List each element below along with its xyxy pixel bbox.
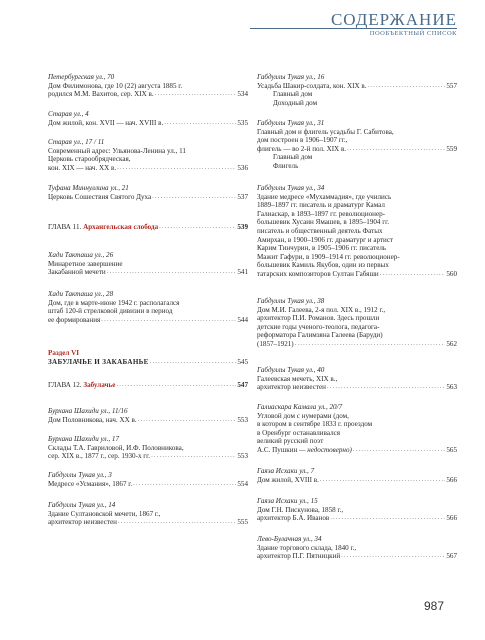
entry-text: Дом жилой, XVIII в. — [257, 475, 319, 484]
chapter-link[interactable]: Забулачье — [83, 381, 116, 389]
sub-item: Флигель — [273, 161, 299, 170]
entry-text: архитектор Б.А. Иванов — [257, 514, 330, 523]
chapter-prefix: ГЛАВА 12. — [48, 381, 82, 389]
entry-text: в Оренбург останавливался — [257, 428, 341, 437]
street-address: Габдуллы Тукая ул., 40 — [257, 366, 325, 374]
street-address: Габдуллы Тукая ул., 31 — [257, 119, 325, 127]
entry-text: Медресе «Усмания», 1867 г. — [48, 479, 133, 488]
page-ref[interactable]: 563 — [446, 383, 457, 392]
page-header — [250, 10, 457, 50]
page-ref[interactable]: 553 — [237, 452, 248, 461]
page-ref[interactable]: 554 — [237, 479, 248, 488]
toc-entry[interactable] — [48, 73, 248, 99]
entry-text: Галиаскар, в 1893–1897 гг. революционер- — [257, 209, 386, 218]
toc-entry[interactable] — [48, 501, 248, 527]
page-ref[interactable]: 562 — [446, 339, 457, 348]
leader-dots — [164, 119, 236, 128]
entry-text: великий русский поэт — [257, 437, 324, 446]
entry-text: в котором в сентябре 1833 г. проездом — [257, 420, 373, 429]
page-ref[interactable]: 544 — [237, 315, 248, 324]
entry-text: Дом жилой, кон. XVII — нач. XVIII в. — [48, 118, 164, 127]
page-ref[interactable]: 536 — [237, 163, 248, 172]
page-ref[interactable]: 555 — [237, 518, 248, 527]
street-address: Габдуллы Тукая ул., 3 — [48, 471, 112, 479]
toc-entry[interactable] — [257, 497, 457, 523]
street-address: Габдуллы Тукая ул., 38 — [257, 297, 325, 305]
street-address: Габдуллы Тукая ул., 34 — [257, 184, 325, 192]
leader-dots — [327, 383, 445, 392]
entry-text: Угловой дом с нумерами (дом, — [257, 411, 349, 420]
entry-text: Галеевская мечеть, XIX в., — [257, 374, 338, 383]
entry-text: Церковь старообрядческая, — [48, 155, 131, 164]
entry-text: Минаретное завершение — [48, 259, 123, 268]
header-rule — [250, 28, 457, 29]
toc-entry[interactable] — [257, 535, 457, 561]
page-ref[interactable]: 553 — [237, 415, 248, 424]
entry-text: дом построен в 1906–1907 гг., — [257, 136, 348, 145]
page-ref[interactable]: 535 — [237, 118, 248, 127]
entry-text: флигель — во 2-й пол. XIX в. — [257, 144, 347, 153]
chapter-link[interactable]: Архангельская слобода — [83, 223, 159, 231]
leader-dots — [295, 340, 446, 349]
page-ref[interactable]: 560 — [446, 269, 457, 278]
entry-text: детские годы ученого-теолога, педагога- — [257, 322, 380, 331]
street-address: Бурхана Шахиди ул., 17 — [48, 435, 120, 443]
entry-text: Главный дом и флигель усадьбы Г. Сабитова, — [257, 127, 394, 136]
entry-text: Мажит Гафури, в 1909–1914 гг. революционер- — [257, 252, 400, 261]
entry-text: архитектор П.Г. Пятницкий — [257, 552, 341, 561]
street-address: Гаяза Исхаки ул., 7 — [257, 467, 315, 475]
street-address: Старая ул., 4 — [48, 110, 89, 118]
page-ref[interactable]: 566 — [446, 514, 457, 523]
entry-text: Дом М.И. Галеева, 2-я пол. XIX в., 1912 г., — [257, 305, 386, 314]
entry-text: 1889–1897 гг. писатель и драматург Камал — [257, 201, 385, 210]
leader-dots — [133, 480, 236, 489]
entry-text: (1857–1921) — [257, 339, 294, 348]
toc-entry[interactable] — [257, 119, 457, 171]
entry-text: Церковь Сошествия Святого Духа — [48, 192, 152, 201]
section-label: Раздел VI — [48, 349, 79, 357]
entry-text: Закабанной мечети — [48, 268, 106, 277]
entry-text: Здание торгового склада, 1840 г., — [257, 543, 357, 552]
leader-dots — [117, 164, 236, 173]
entry-text: Здание Султановской мечети, 1867 г., — [48, 509, 161, 518]
entry-text: штаб 120-й стрелковой дивизии в период — [48, 307, 173, 316]
street-address: Гаяза Исхаки ул., 15 — [257, 497, 318, 505]
entry-text: Амирхан, в 1900–1906 гг. драматург и артист — [257, 235, 394, 244]
leader-dots — [150, 358, 237, 367]
page-ref[interactable]: 565 — [446, 445, 457, 454]
toc-entry[interactable] — [48, 407, 248, 424]
entry-text: ее формирования — [48, 315, 101, 324]
page-ref[interactable]: 541 — [237, 268, 248, 277]
leader-dots — [155, 90, 237, 99]
entry-text: Усадьба Шакир-солдата, кон. XIX в. — [257, 81, 367, 90]
leader-dots — [152, 193, 236, 202]
entry-text: писатель и общественный деятель Фатых — [257, 226, 383, 235]
leader-dots — [341, 552, 445, 561]
leader-dots — [138, 416, 237, 425]
toc-entry[interactable] — [48, 110, 248, 127]
leader-dots — [320, 476, 445, 485]
entry-text: татарских композиторов Султан Габяши — [257, 269, 379, 278]
street-address: Лево-Булачная ул., 34 — [257, 535, 322, 543]
leader-dots — [347, 145, 445, 154]
street-address: Бурхана Шахиди ул., 11/16 — [48, 407, 128, 415]
street-address: Габдуллы Тукая ул., 16 — [257, 73, 325, 81]
leader-dots — [159, 223, 236, 232]
entry-text: Дом Половникова, нач. XX в. — [48, 415, 137, 424]
street-address: Старая ул., 17 / 11 — [48, 138, 105, 146]
entry-text: реформатора Галимзяна Галеева (Баруди) — [257, 331, 383, 340]
street-address: Габдуллы Тукая ул., 14 — [48, 501, 116, 509]
leader-dots — [367, 82, 445, 91]
chapter-entry[interactable] — [48, 381, 248, 390]
entry-text: большевик Хусаин Ямашев, в 1895–1904 гг. — [257, 218, 390, 227]
toc-entry[interactable] — [257, 467, 457, 484]
page-ref[interactable]: 567 — [446, 552, 457, 561]
leader-dots — [353, 446, 445, 455]
page-ref[interactable]: 557 — [446, 81, 457, 90]
entry-text: А.С. Пушкин — [257, 445, 298, 454]
entry-text: Дом, где в марте-июне 1942 г. располагался — [48, 298, 180, 307]
street-address: Хади Такташа ул., 26 — [48, 251, 114, 259]
toc-entry[interactable] — [48, 251, 248, 277]
toc-entry[interactable] — [48, 138, 248, 172]
chapter-prefix: ГЛАВА 11. — [48, 223, 82, 231]
entry-text: Карим Тинчурин, в 1905–1906 гг. писатель — [257, 244, 387, 253]
leader-dots — [116, 381, 236, 390]
leader-dots — [101, 316, 236, 325]
page-ref[interactable]: 559 — [446, 144, 457, 153]
street-address: Хади Такташа ул., 28 — [48, 290, 114, 298]
leader-dots — [118, 518, 236, 527]
toc-entry[interactable] — [257, 297, 457, 349]
leader-dots — [107, 268, 237, 277]
page-ref[interactable]: 566 — [446, 475, 457, 484]
chapter-entry[interactable] — [48, 223, 248, 232]
sub-item: Главный дом — [273, 153, 313, 162]
entry-text: Здание медресе «Мухаммадия», где учились — [257, 192, 392, 201]
header-subtitle: ПООБЪЕКТНЫЙ СПИСОК — [369, 30, 457, 37]
entry-text: большевик Камиль Якубов, один из первых — [257, 261, 389, 270]
entry-text: архитектор неизвестен — [48, 518, 117, 527]
leader-dots — [380, 270, 446, 279]
header-title: СОДЕРЖАНИЕ — [330, 10, 457, 29]
toc-entry[interactable] — [257, 73, 457, 107]
section-entry[interactable] — [48, 349, 248, 366]
entry-text: кон. XIX — нач. XX в. — [48, 163, 117, 172]
section-title: ЗАБУЛАЧЬЕ И ЗАКАБАНЬЕ — [48, 357, 149, 366]
toc-entry[interactable] — [48, 471, 248, 488]
toc-entry[interactable] — [48, 184, 248, 201]
entry-text: Дом Г.Н. Пискунова, 1858 г., — [257, 505, 344, 514]
entry-text: Дом Филимонова, где 10 (22) августа 1885 г. — [48, 81, 183, 90]
toc-entry[interactable] — [257, 366, 457, 392]
toc-entry[interactable] — [257, 184, 457, 279]
street-address: Петербургская ул., 70 — [48, 73, 115, 81]
page-ref[interactable]: 547 — [237, 381, 248, 389]
leader-dots — [330, 514, 445, 523]
street-address: Галиаскара Камала ул., 20/7 — [257, 403, 343, 411]
toc-entry[interactable] — [48, 435, 248, 461]
sub-item: Главный дом — [273, 90, 313, 99]
entry-text: родился М.М. Вахитов, сер. XIX в. — [48, 90, 154, 99]
page-ref[interactable]: 539 — [237, 223, 248, 231]
entry-text: архитектор П.И. Романов. Здесь прошли — [257, 314, 380, 323]
leader-dots — [151, 452, 236, 461]
page-ref[interactable]: 534 — [237, 90, 248, 99]
toc-entry[interactable] — [257, 403, 457, 455]
page-number: 987 — [424, 599, 445, 613]
entry-text: Склады Т.А. Гавриловой, И.Ф. Половникова, — [48, 443, 184, 452]
page-ref[interactable]: 545 — [237, 357, 248, 366]
entry-note: — недостоверно) — [297, 445, 352, 454]
sub-item: Доходный дом — [273, 98, 318, 107]
entry-text: сер. XIX в., 1877 г., сер. 1930-х гг. — [48, 452, 151, 461]
page-ref[interactable]: 537 — [237, 192, 248, 201]
street-address: Туфана Миннуллина ул., 21 — [48, 184, 129, 192]
entry-text: архитектор неизвестен — [257, 383, 326, 392]
toc-entry[interactable] — [48, 290, 248, 324]
entry-text: Современный адрес: Ульянова-Ленина ул., 11 — [48, 146, 186, 155]
